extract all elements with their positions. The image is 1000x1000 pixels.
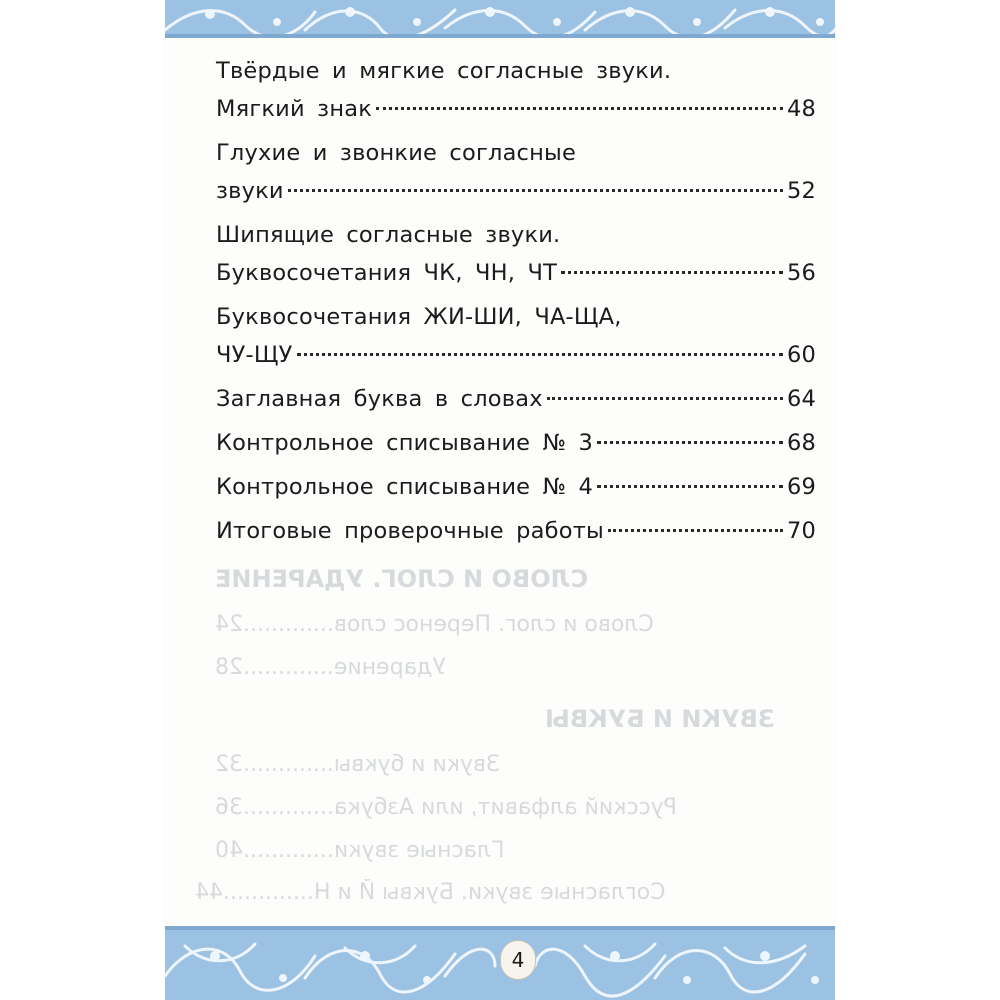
toc-entry[interactable]	[216, 52, 816, 128]
dot-leader	[561, 271, 783, 274]
toc-entry[interactable]	[216, 134, 816, 210]
show-through-line-3: Звуки и буквы.............32	[215, 752, 501, 777]
toc-entry-title: звуки	[216, 178, 284, 204]
toc-line	[216, 90, 816, 128]
toc-page-number: 69	[786, 474, 816, 500]
toc-page-number: 70	[786, 518, 816, 544]
toc-page-number: 56	[786, 260, 816, 286]
toc-entry[interactable]	[216, 216, 816, 292]
page-number: 4	[500, 940, 536, 980]
dot-leader	[288, 189, 783, 192]
toc-page-number: 68	[786, 430, 816, 456]
dot-leader	[608, 529, 783, 532]
show-through-line-6: Согласные звуки. Буквы Й и Н.............44	[195, 880, 666, 905]
toc-line	[216, 336, 816, 374]
toc-page-number: 52	[786, 178, 816, 204]
toc-entry-title: Буквосочетания ЧК, ЧН, ЧТ	[216, 260, 558, 286]
toc-entry[interactable]	[216, 380, 816, 418]
table-of-contents	[216, 52, 816, 550]
show-through-line-1: Слово и слог. Перенос слов.............24	[215, 612, 654, 637]
toc-page-number: 48	[786, 96, 816, 122]
toc-entry-title: Итоговые проверочные работы	[216, 518, 604, 544]
toc-entry-title: Заглавная буква в словах	[216, 386, 543, 412]
top-ornament-border	[165, 0, 835, 38]
toc-entry-title: Мягкий знак	[216, 96, 373, 122]
toc-entry-title: Буквосочетания ЖИ-ШИ, ЧА-ЩА,	[216, 304, 622, 330]
dot-leader	[376, 107, 783, 110]
toc-line	[216, 134, 816, 172]
toc-entry-title: Глухие и звонкие согласные	[216, 140, 577, 166]
toc-line	[216, 468, 816, 506]
dot-leader	[297, 353, 783, 356]
toc-entry[interactable]	[216, 468, 816, 506]
toc-page-number: 64	[786, 386, 816, 412]
toc-line	[216, 52, 816, 90]
toc-entry[interactable]	[216, 512, 816, 550]
show-through-line-4: Русский алфавит, или Азбука.............36	[215, 795, 677, 820]
toc-entry-title: Твёрдые и мягкие согласные звуки.	[216, 58, 672, 84]
toc-line	[216, 216, 816, 254]
dot-leader	[597, 441, 783, 444]
ornament-pattern-top	[165, 0, 835, 38]
toc-entry-title: ЧУ-ЩУ	[216, 342, 293, 368]
toc-line	[216, 380, 816, 418]
toc-entry-title: Шипящие согласные звуки.	[216, 222, 561, 248]
toc-line	[216, 424, 816, 462]
toc-entry-title: Контрольное списывание № 4	[216, 474, 594, 500]
show-through-line-2: Ударение.............28	[215, 655, 446, 680]
dot-leader	[547, 397, 783, 400]
toc-page-number: 60	[786, 342, 816, 368]
dot-leader	[597, 485, 783, 488]
toc-line	[216, 254, 816, 292]
show-through-line-5: Гласные звуки.............40	[215, 838, 505, 863]
toc-line	[216, 512, 816, 550]
toc-line	[216, 298, 816, 336]
toc-entry[interactable]	[216, 298, 816, 374]
show-through-heading-2: ЗВУКИ И БУКВЫ	[545, 705, 775, 733]
show-through-heading-1: СЛОВО И СЛОГ. УДАРЕНИЕ	[215, 565, 589, 593]
toc-entry-title: Контрольное списывание № 3	[216, 430, 594, 456]
toc-entry[interactable]	[216, 424, 816, 462]
toc-line	[216, 172, 816, 210]
